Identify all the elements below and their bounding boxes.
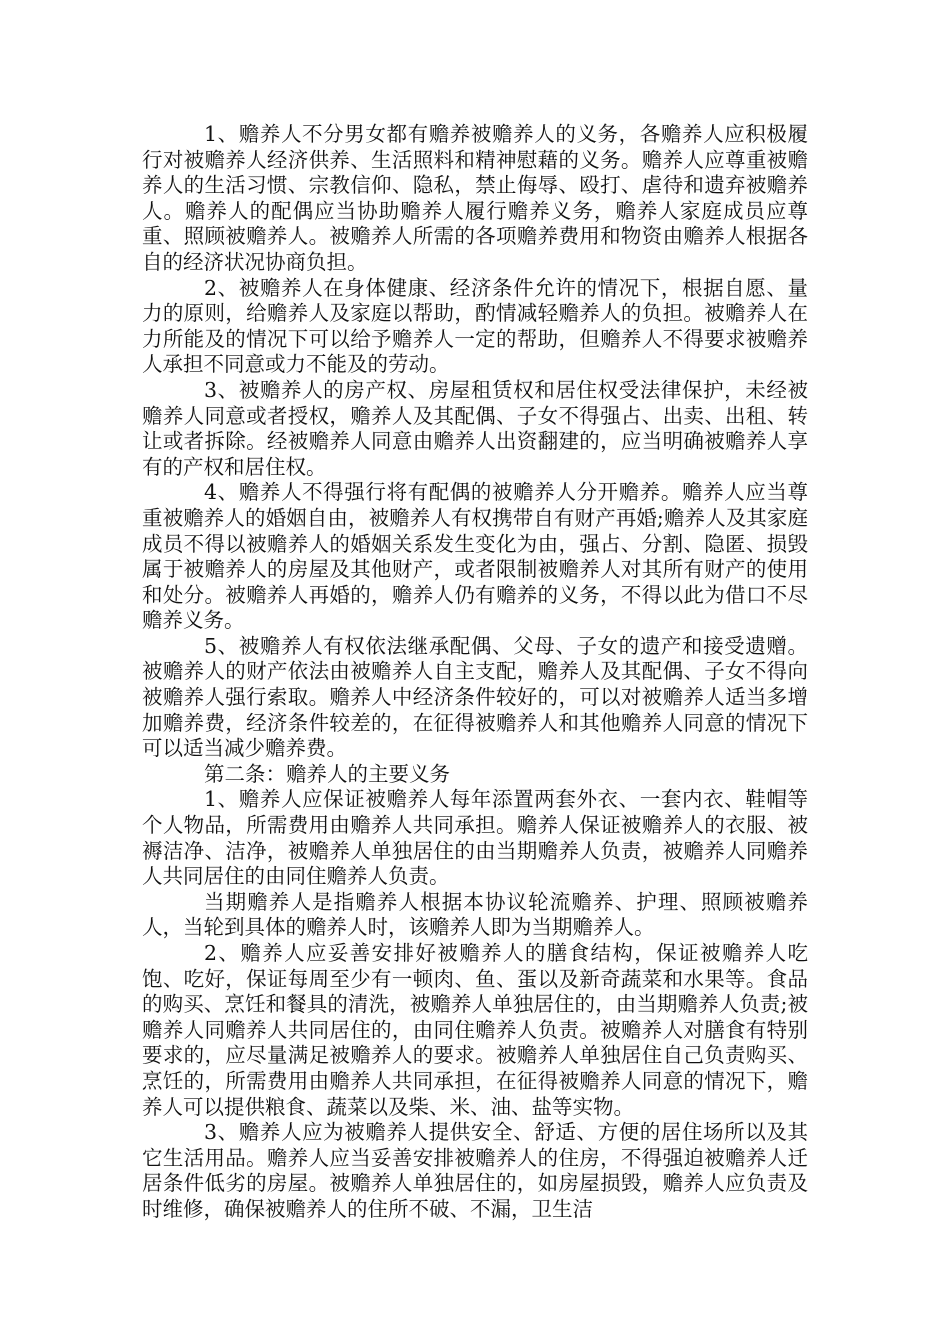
paragraph-2: 2、被赡养人在身体健康、经济条件允许的情况下，根据自愿、量力的原则，给赡养人及家庭以帮助，酌情减轻赡养人的负担。被赡养人在力所能及的情况下可以给予赡养人一定的帮助，但赡养人不得要求被赡养人承担不同意或力不能及的劳动。 xyxy=(142,275,808,377)
document-body xyxy=(142,122,808,1223)
paragraph-5: 5、被赡养人有权依法继承配偶、父母、子女的遗产和接受遗赠。被赡养人的财产依法由被赡养人自主支配，赡养人及其配偶、子女不得向被赡养人强行索取。赡养人中经济条件较好的，可以对被赡养人适当多增加赡养费，经济条件较差的，在征得被赡养人和其他赡养人同意的情况下可以适当减少赡养费。 xyxy=(142,633,808,761)
section-heading-article-2: 第二条：赡养人的主要义务 xyxy=(204,761,450,786)
paragraph-1: 1、赡养人不分男女都有赡养被赡养人的义务，各赡养人应积极履行对被赡养人经济供养、生活照料和精神慰藉的义务。赡养人应尊重被赡养人的生活习惯、宗教信仰、隐私，禁止侮辱、殴打、虐待和遗弃被赡养人。赡养人的配偶应当协助赡养人履行赡养义务，赡养人家庭成员应尊重、照顾被赡养人。被赡养人所需的各项赡养费用和物资由赡养人根据各自的经济状况协商负担。 xyxy=(142,122,808,274)
paragraph-3: 3、被赡养人的房产权、房屋租赁权和居住权受法律保护，未经被赡养人同意或者授权，赡养人及其配偶、子女不得强占、出卖、出租、转让或者拆除。经被赡养人同意由赡养人出资翻建的，应当明确被赡养人享有的产权和居住权。 xyxy=(142,377,808,479)
paragraph-7: 当期赡养人是指赡养人根据本协议轮流赡养、护理、照顾被赡养人，当轮到具体的赡养人时，该赡养人即为当期赡养人。 xyxy=(142,889,808,940)
paragraph-9: 3、赡养人应为被赡养人提供安全、舒适、方便的居住场所以及其它生活用品。赡养人应当妥善安排被赡养人的住房，不得强迫被赡养人迁居条件低劣的房屋。被赡养人单独居住的，如房屋损毁，赡养人应负责及时维修，确保被赡养人的住所不破、不漏，卫生洁 xyxy=(142,1120,808,1221)
paragraph-8: 2、赡养人应妥善安排好被赡养人的膳食结构，保证被赡养人吃饱、吃好，保证每周至少有一顿肉、鱼、蛋以及新奇蔬菜和水果等。食品的购买、烹饪和餐具的清洗，被赡养人单独居住的，由当期赡养人负责;被赡养人同赡养人共同居住的，由同住赡养人负责。被赡养人对膳食有特别要求的，应尽量满足被赡养人的要求。被赡养人单独居住自己负责购买、烹饪的，所需费用由赡养人共同承担，在征得被赡养人同意的情况下，赡养人可以提供粮食、蔬菜以及柴、米、油、盐等实物。 xyxy=(142,941,808,1119)
paragraph-6: 1、赡养人应保证被赡养人每年添置两套外衣、一套内衣、鞋帽等个人物品，所需费用由赡养人共同承担。赡养人保证被赡养人的衣服、被褥洁净、洁净，被赡养人单独居住的由当期赡养人负责，被赡养人同赡养人共同居住的由同住赡养人负责。 xyxy=(142,787,808,889)
paragraph-4: 4、赡养人不得强行将有配偶的被赡养人分开赡养。赡养人应当尊重被赡养人的婚姻自由，被赡养人有权携带自有财产再婚;赡养人及其家庭成员不得以被赡养人的婚姻关系发生变化为由，强占、分割、隐匿、损毁属于被赡养人的房屋及其他财产，或者限制被赡养人对其所有财产的使用和处分。被赡养人再婚的，赡养人仍有赡养的义务，不得以此为借口不尽赡养义务。 xyxy=(142,480,808,633)
